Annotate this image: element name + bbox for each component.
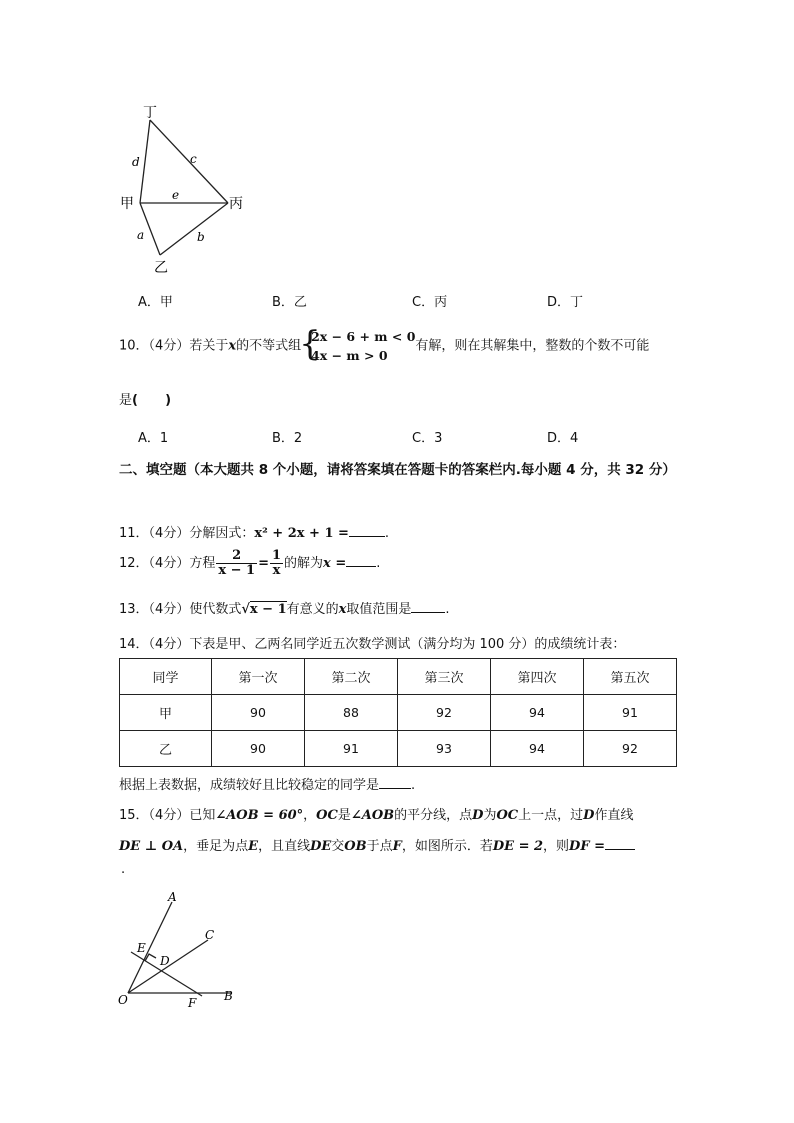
q15-text: 的平分线，点 — [394, 808, 473, 823]
table-row — [120, 695, 677, 731]
q13-end: . — [445, 602, 450, 617]
score-cell: 90 — [212, 695, 305, 731]
point-C: C — [205, 928, 215, 942]
table-row — [120, 731, 677, 767]
student-name: 甲 — [120, 695, 212, 731]
q10-mid: 的不等式组 — [236, 338, 302, 354]
q13-radicand: x − 1 — [249, 602, 287, 617]
q9-option-c[interactable]: C．丙 — [412, 295, 448, 310]
q15-text: 为 — [483, 808, 497, 823]
q13-answer-blank[interactable] — [411, 598, 445, 613]
header-cell: 第二次 — [305, 659, 398, 695]
q9-option-d[interactable]: D．丁 — [547, 295, 584, 310]
label-b: b — [197, 230, 205, 244]
label-c: c — [190, 152, 197, 166]
edge-d — [140, 120, 150, 203]
q11-end: . — [384, 526, 390, 541]
q10-ineq-2: 4x − m > 0 — [311, 348, 388, 363]
q14-answer-line — [119, 774, 415, 793]
brace-icon: { — [299, 324, 321, 364]
q12-question — [119, 547, 380, 581]
student-name: 乙 — [120, 731, 212, 767]
q11-question — [119, 522, 389, 541]
q12-prefix: 12．（4分）方程 — [119, 556, 216, 571]
vertex-yi: 乙 — [154, 260, 168, 276]
q15-math: DE = 2 — [492, 839, 544, 854]
q12-mid: 的解为 — [284, 556, 324, 571]
q15-text: ， — [303, 808, 317, 823]
score-cell: 91 — [584, 695, 677, 731]
header-cell: 第三次 — [398, 659, 491, 695]
q15-text: 是 — [337, 808, 351, 823]
edge-b — [160, 203, 228, 255]
q15-line-3: . — [121, 862, 126, 877]
q10-option-c[interactable]: C．3 — [412, 431, 443, 446]
q15-math: DE ⊥ OA — [119, 839, 184, 854]
q15-math: E — [248, 839, 259, 854]
q11-answer-blank[interactable] — [349, 522, 385, 537]
label-a: a — [137, 228, 145, 242]
q15-math: OC — [496, 808, 519, 823]
q15-line-2 — [119, 835, 635, 854]
q10-prefix: 10．（4分）若关于 — [119, 338, 229, 354]
label-e: e — [172, 188, 180, 202]
table-header-row — [120, 659, 677, 695]
vertex-ding: 丁 — [143, 105, 157, 121]
q15-math: OC — [316, 808, 338, 823]
q15-math: DF = — [569, 839, 605, 854]
q12-num2: 1 — [271, 548, 282, 564]
q12-fraction-right — [270, 549, 283, 577]
q10-option-a[interactable]: A．1 — [138, 431, 169, 446]
score-cell: 91 — [305, 731, 398, 767]
q12-end: . — [376, 556, 381, 571]
point-F: F — [188, 996, 197, 1010]
q12-fraction-left — [216, 549, 257, 577]
label-d: d — [132, 155, 140, 169]
q15-math: OB — [344, 839, 367, 854]
q12-den1: x − 1 — [218, 563, 256, 578]
q15-math: D — [583, 808, 595, 823]
angle-bisector-figure — [112, 888, 252, 1013]
q15-text: ，如图所示．若 — [401, 839, 493, 854]
q10-inequality-system — [299, 324, 416, 365]
q10-answer-paren: ( ) — [132, 393, 172, 408]
q15-text: ，则 — [543, 839, 570, 854]
q10-question — [119, 324, 650, 365]
q11-expr: x² + 2x + 1 = — [254, 526, 349, 541]
q10-suffix: 有解，则在其解集中，整数的个数不可能 — [415, 338, 650, 354]
header-cell: 第一次 — [212, 659, 305, 695]
q10-line2 — [119, 389, 171, 408]
q10-option-d[interactable]: D．4 — [547, 431, 579, 446]
q12-answer-blank[interactable] — [346, 552, 376, 567]
q10-option-b[interactable]: B．2 — [272, 431, 303, 446]
score-cell: 93 — [398, 731, 491, 767]
header-cell: 第四次 — [491, 659, 584, 695]
q9-option-b[interactable]: B．乙 — [272, 295, 307, 310]
score-cell: 92 — [584, 731, 677, 767]
edge-c — [150, 120, 228, 203]
score-cell: 90 — [212, 731, 305, 767]
q15-math: ∠AOB = 60° — [215, 808, 304, 823]
q15-line-1 — [119, 804, 633, 823]
q11-prefix: 11．（4分）分解因式： — [119, 526, 255, 541]
q15-math: D — [472, 808, 484, 823]
score-cell: 94 — [491, 695, 584, 731]
q14-question: 14．（4分）下表是甲、乙两名同学近五次数学测试（满分均为 100 分）的成绩统计表： — [119, 637, 626, 652]
q15-text: ，且直线 — [258, 839, 311, 854]
q15-text: 15．（4分）已知 — [119, 808, 216, 823]
vertex-bing: 丙 — [229, 196, 243, 212]
header-cell: 同学 — [120, 659, 212, 695]
q15-answer-blank[interactable] — [605, 835, 635, 850]
q10-var: x — [228, 338, 237, 354]
q13-question — [119, 598, 450, 617]
section-heading: 二、填空题（本大题共 8 个小题，请将答案填在答题卡的答案栏内.每小题 4 分，共 32 分） — [119, 462, 676, 478]
score-cell: 94 — [491, 731, 584, 767]
q13-suffix: 取值范围是 — [346, 602, 412, 617]
q15-math: DE — [310, 839, 332, 854]
grades-table — [119, 658, 677, 767]
q15-text: 于点 — [366, 839, 393, 854]
sqrt-icon: √ — [241, 602, 250, 617]
q15-text: 上一点，过 — [518, 808, 584, 823]
point-B: B — [224, 989, 233, 1003]
point-D: D — [160, 954, 170, 968]
ray-oa — [128, 902, 172, 993]
q12-den2: x — [272, 563, 281, 578]
q15-text: ，垂足为点 — [183, 839, 249, 854]
q14-answer-blank[interactable] — [379, 774, 411, 789]
q14-after: 根据上表数据，成绩较好且比较稳定的同学是 — [119, 778, 380, 793]
q15-text: 交 — [331, 839, 345, 854]
q15-math: F — [392, 839, 402, 854]
score-cell: 92 — [398, 695, 491, 731]
q12-equals: = — [258, 556, 269, 571]
point-E: E — [137, 941, 146, 955]
point-A: A — [168, 890, 177, 904]
q13-mid: 有意义的 — [286, 602, 339, 617]
q10-ineq-1: 2x − 6 + m < 0 — [311, 329, 416, 344]
quadrilateral-figure — [110, 100, 270, 280]
point-O: O — [118, 993, 128, 1007]
q12-num1: 2 — [216, 549, 257, 564]
vertex-jia: 甲 — [120, 196, 134, 212]
q13-var: x — [338, 602, 347, 617]
q13-prefix: 13．（4分）使代数式 — [119, 602, 242, 617]
q10-line2-text: 是 — [119, 393, 133, 408]
q14-end: . — [411, 778, 416, 793]
q15-math: ∠AOB — [350, 808, 395, 823]
q12-var: x = — [323, 556, 347, 571]
score-cell: 88 — [305, 695, 398, 731]
header-cell: 第五次 — [584, 659, 677, 695]
q15-text: 作直线 — [594, 808, 634, 823]
q9-option-a[interactable]: A．甲 — [138, 295, 173, 310]
